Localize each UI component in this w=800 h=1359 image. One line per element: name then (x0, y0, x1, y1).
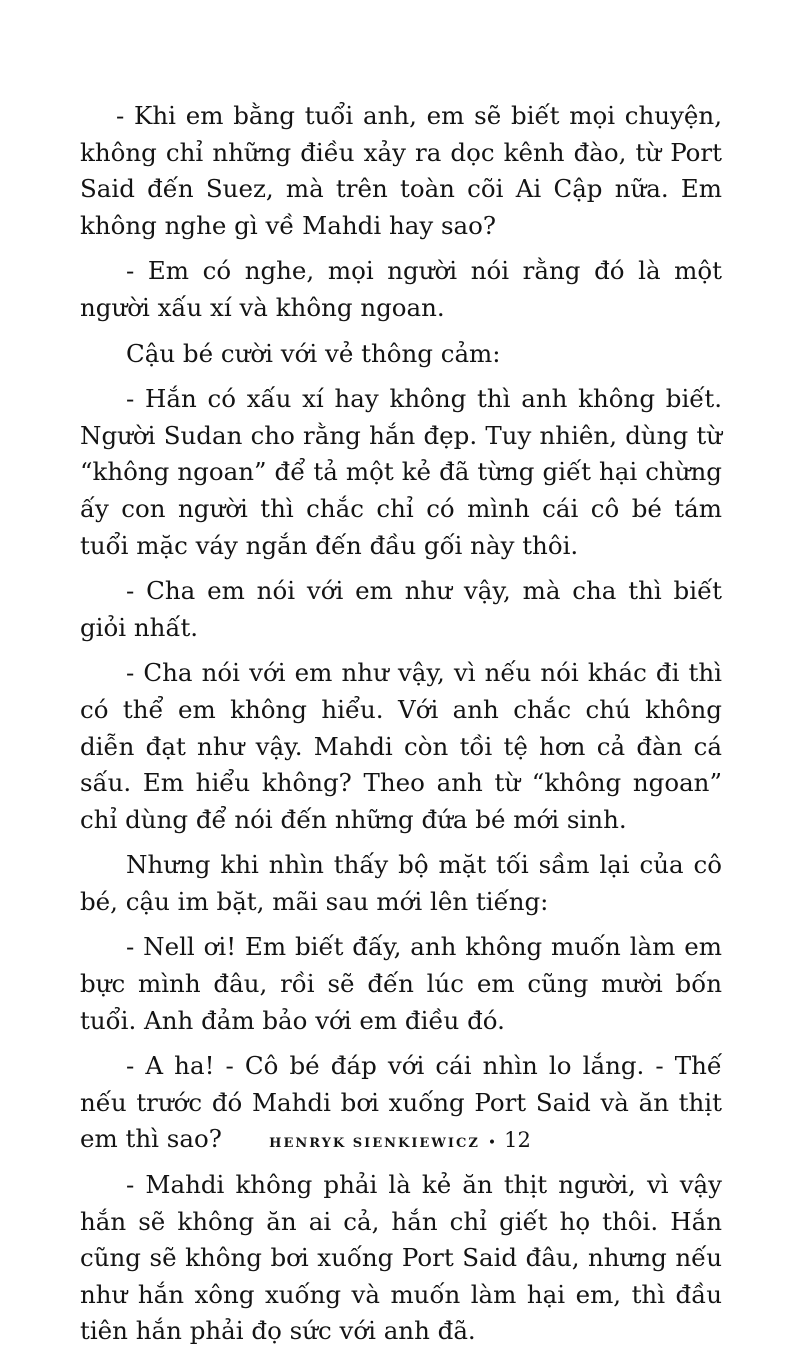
paragraph: - Nell ơi! Em biết đấy, anh không muốn làm em bực mình đâu, rồi sẽ đến lúc em cũng mười bốn tuổi. Anh đảm bảo với em điều đó. (80, 932, 722, 1035)
paragraph: - Mahdi không phải là kẻ ăn thịt người, vì vậy hắn sẽ không ăn ai cả, hắn chỉ giết họ thôi. Hắn cũng sẽ không bơi xuống Port Said đâu, nhưng nếu như hắn xông xuống và muốn làm hại em, thì đầu tiên hắn phải đọ sức với anh đã. (80, 1170, 722, 1346)
body-text (80, 98, 722, 1359)
page-number: 12 (504, 1128, 531, 1152)
page-footer (0, 1128, 800, 1152)
paragraph: Cậu bé cười với vẻ thông cảm: (126, 338, 501, 368)
paragraph: - A ha! - Cô bé đáp với cái nhìn lo lắng. - Thế nếu trước đó Mahdi bơi xuống Port Said và ăn thịt em thì sao? (80, 1051, 722, 1154)
bullet-separator: • (487, 1135, 497, 1151)
paragraph: - Hắn có xấu xí hay không thì anh không biết. Người Sudan cho rằng hắn đẹp. Tuy nhiên, dùng từ “không ngoan” để tả một kẻ đã từng giết hại chừng ấy con người thì chắc chỉ có mình cái cô bé tám tuổi mặc váy ngắn đến đầu gối này thôi. (80, 384, 722, 560)
author-name: HENRYK SIENKIEWICZ (269, 1136, 480, 1151)
paragraph: - Em có nghe, mọi người nói rằng đó là một người xấu xí và không ngoan. (80, 256, 722, 322)
paragraph: Nhưng khi nhìn thấy bộ mặt tối sầm lại của cô bé, cậu im bặt, mãi sau mới lên tiếng: (80, 850, 722, 916)
paragraph: - Cha em nói với em như vậy, mà cha thì biết giỏi nhất. (80, 576, 722, 642)
paragraph: - Khi em bằng tuổi anh, em sẽ biết mọi chuyện, không chỉ những điều xảy ra dọc kênh đào, từ Port Said đến Suez, mà trên toàn cõi Ai Cập nữa. Em không nghe gì về Mahdi hay sao? (80, 101, 722, 240)
paragraph: - Cha nói với em như vậy, vì nếu nói khác đi thì có thể em không hiểu. Với anh chắc chú không diễn đạt như vậy. Mahdi còn tồi tệ hơn cả đàn cá sấu. Em hiểu không? Theo anh từ “không ngoan” chỉ dùng để nói đến những đứa bé mới sinh. (80, 658, 722, 834)
